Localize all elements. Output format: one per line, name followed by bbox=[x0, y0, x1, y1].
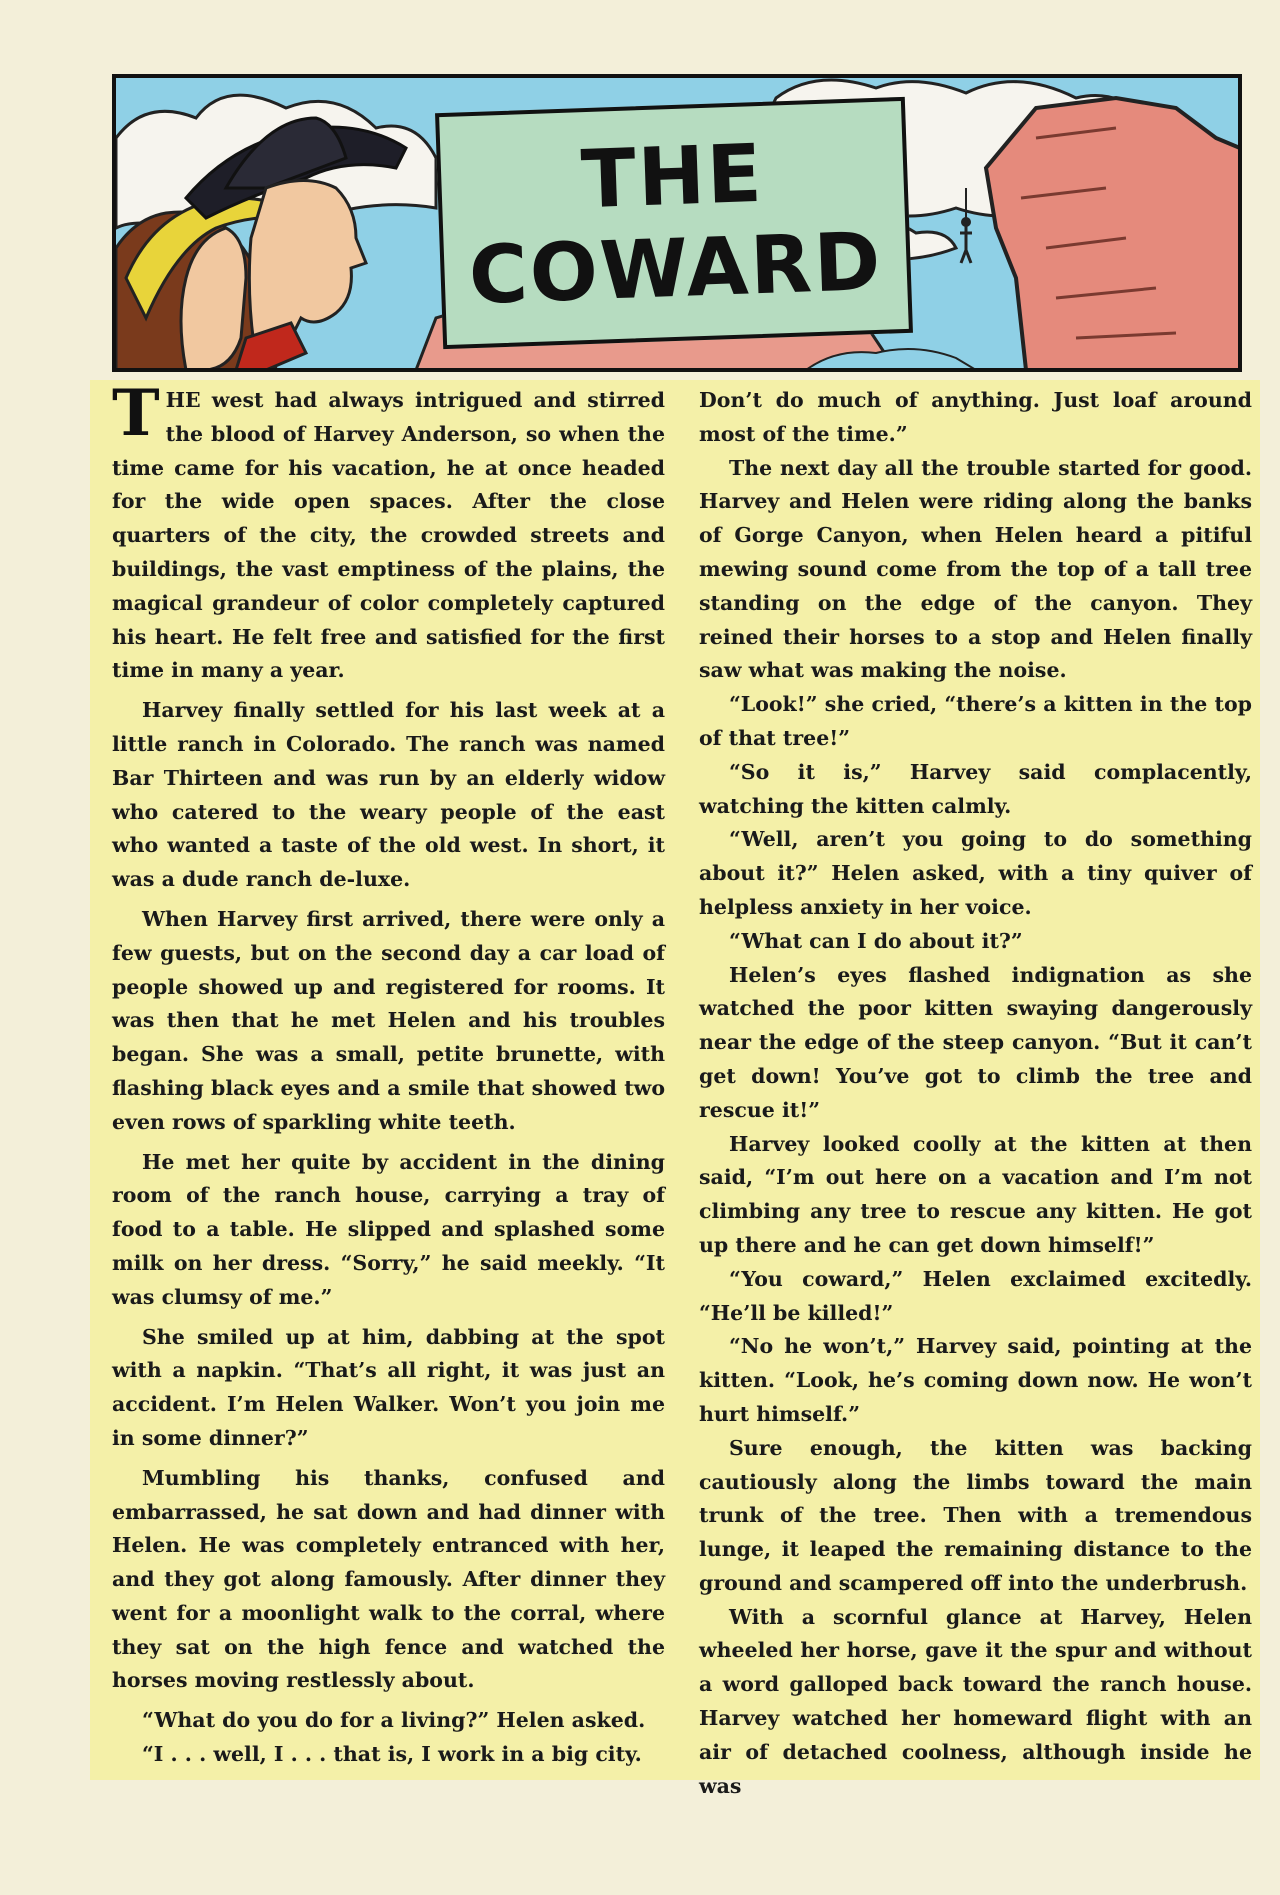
paragraph: “Look!” she cried, “there’s a kitten in the top of that tree!” bbox=[699, 692, 1252, 750]
paragraph: Harvey looked coolly at the kitten at then said, “I’m out here on a vacation and I’m not climbing any tree to rescue any kitten. He got up there and he can get down himself!” bbox=[699, 1131, 1252, 1257]
paragraph: With a scornful glance at Harvey, Helen wheeled her horse, gave it the spur and without a word galloped back toward the ranch house. Harvey watched her homeward flight with an air of detached coolness, although inside he was bbox=[699, 1604, 1252, 1798]
climber bbox=[961, 217, 971, 227]
title-banner bbox=[112, 74, 1242, 372]
paragraph: The next day all the trouble started for good. Harvey and Helen were riding along the banks of Gorge Canyon, when Helen heard a pitiful mewing sound come from the top of a tall tree standing on the edge of the canyon. They reined their horses to a stop and Helen finally saw what was making the noise. bbox=[699, 455, 1252, 683]
story-columns bbox=[112, 376, 1252, 1798]
paragraph: Harvey finally settled for his last week at a little ranch in Colorado. The ranch was named Bar Thirteen and was run by an elderly widow who catered to the weary people of the east who wanted a taste of the old west. In short, it was a dude ranch de-luxe. bbox=[112, 698, 665, 892]
title-line-1: THE bbox=[579, 126, 766, 227]
drop-cap: T bbox=[112, 376, 160, 451]
paragraph: Don’t do much of anything. Just loaf around most of the time.” bbox=[699, 388, 1252, 446]
paragraph: Mumbling his thanks, confused and embarrassed, he sat down and had dinner with Helen. He was completely entranced with her, and they got along famously. After dinner they went for a moonlight walk to the corral, where they sat on the high fence and watched the horses moving restlessly about. bbox=[112, 1465, 665, 1693]
cliff bbox=[986, 98, 1240, 370]
paragraph: When Harvey first arrived, there were only a few guests, but on the second day a car load of people showed up and registered for rooms. It was then that he met Helen and his troubles began. She was a small, petite brunette, with flashing black eyes and a smile that showed two even rows of sparkling white teeth. bbox=[112, 906, 665, 1134]
paragraph: “I . . . well, I . . . that is, I work in a big city. bbox=[142, 1742, 642, 1767]
paragraph: “So it is,” Harvey said complacently, watching the kitten calmly. bbox=[699, 759, 1252, 818]
paragraph: “No he won’t,” Harvey said, pointing at the kitten. “Look, he’s coming down now. He won’t hurt himself.” bbox=[699, 1334, 1252, 1426]
left-column bbox=[112, 376, 665, 1772]
paragraph: “Well, aren’t you going to do something about it?” Helen asked, with a tiny quiver of helpless anxiety in her voice. bbox=[699, 827, 1252, 919]
paragraph: “What can I do about it?” bbox=[729, 928, 1023, 953]
paragraph: Helen’s eyes flashed indignation as she watched the poor kitten swaying dangerously near the edge of the steep canyon. “But it can’t get down! You’ve got to climb the tree and rescue it!” bbox=[699, 962, 1252, 1122]
paragraph: “What do you do for a living?” Helen asked. bbox=[142, 1708, 646, 1733]
title-line-2: COWARD bbox=[467, 214, 884, 323]
paragraph: She smiled up at him, dabbing at the spot with a napkin. “That’s all right, it was just an accident. I’m Helen Walker. Won’t you join me in some dinner?” bbox=[112, 1324, 665, 1450]
right-column bbox=[699, 384, 1252, 1803]
paragraph: THE west had always intrigued and stirred the blood of Harvey Anderson, so when the time came for his vacation, he at once headed for the wide open spaces. After the close quarters of the city, the crowded streets and buildings, the vast emptiness of the plains, the magical grandeur of color completely captured his heart. He felt free and satisfied for the first time in many a year. bbox=[112, 376, 665, 683]
title-sign bbox=[435, 97, 913, 349]
paragraph: He met her quite by accident in the dining room of the ranch house, carrying a tray of food to a table. He slipped and splashed some milk on her dress. “Sorry,” he said meekly. “It was clumsy of me.” bbox=[112, 1149, 665, 1309]
paragraph: Sure enough, the kitten was backing cautiously along the limbs toward the main trunk of the tree. Then with a tremendous lunge, it leaped the remaining distance to the ground and scampered off into the underbrush. bbox=[699, 1435, 1252, 1595]
paragraph: “You coward,” Helen exclaimed excitedly. “He’ll be killed!” bbox=[699, 1266, 1252, 1325]
